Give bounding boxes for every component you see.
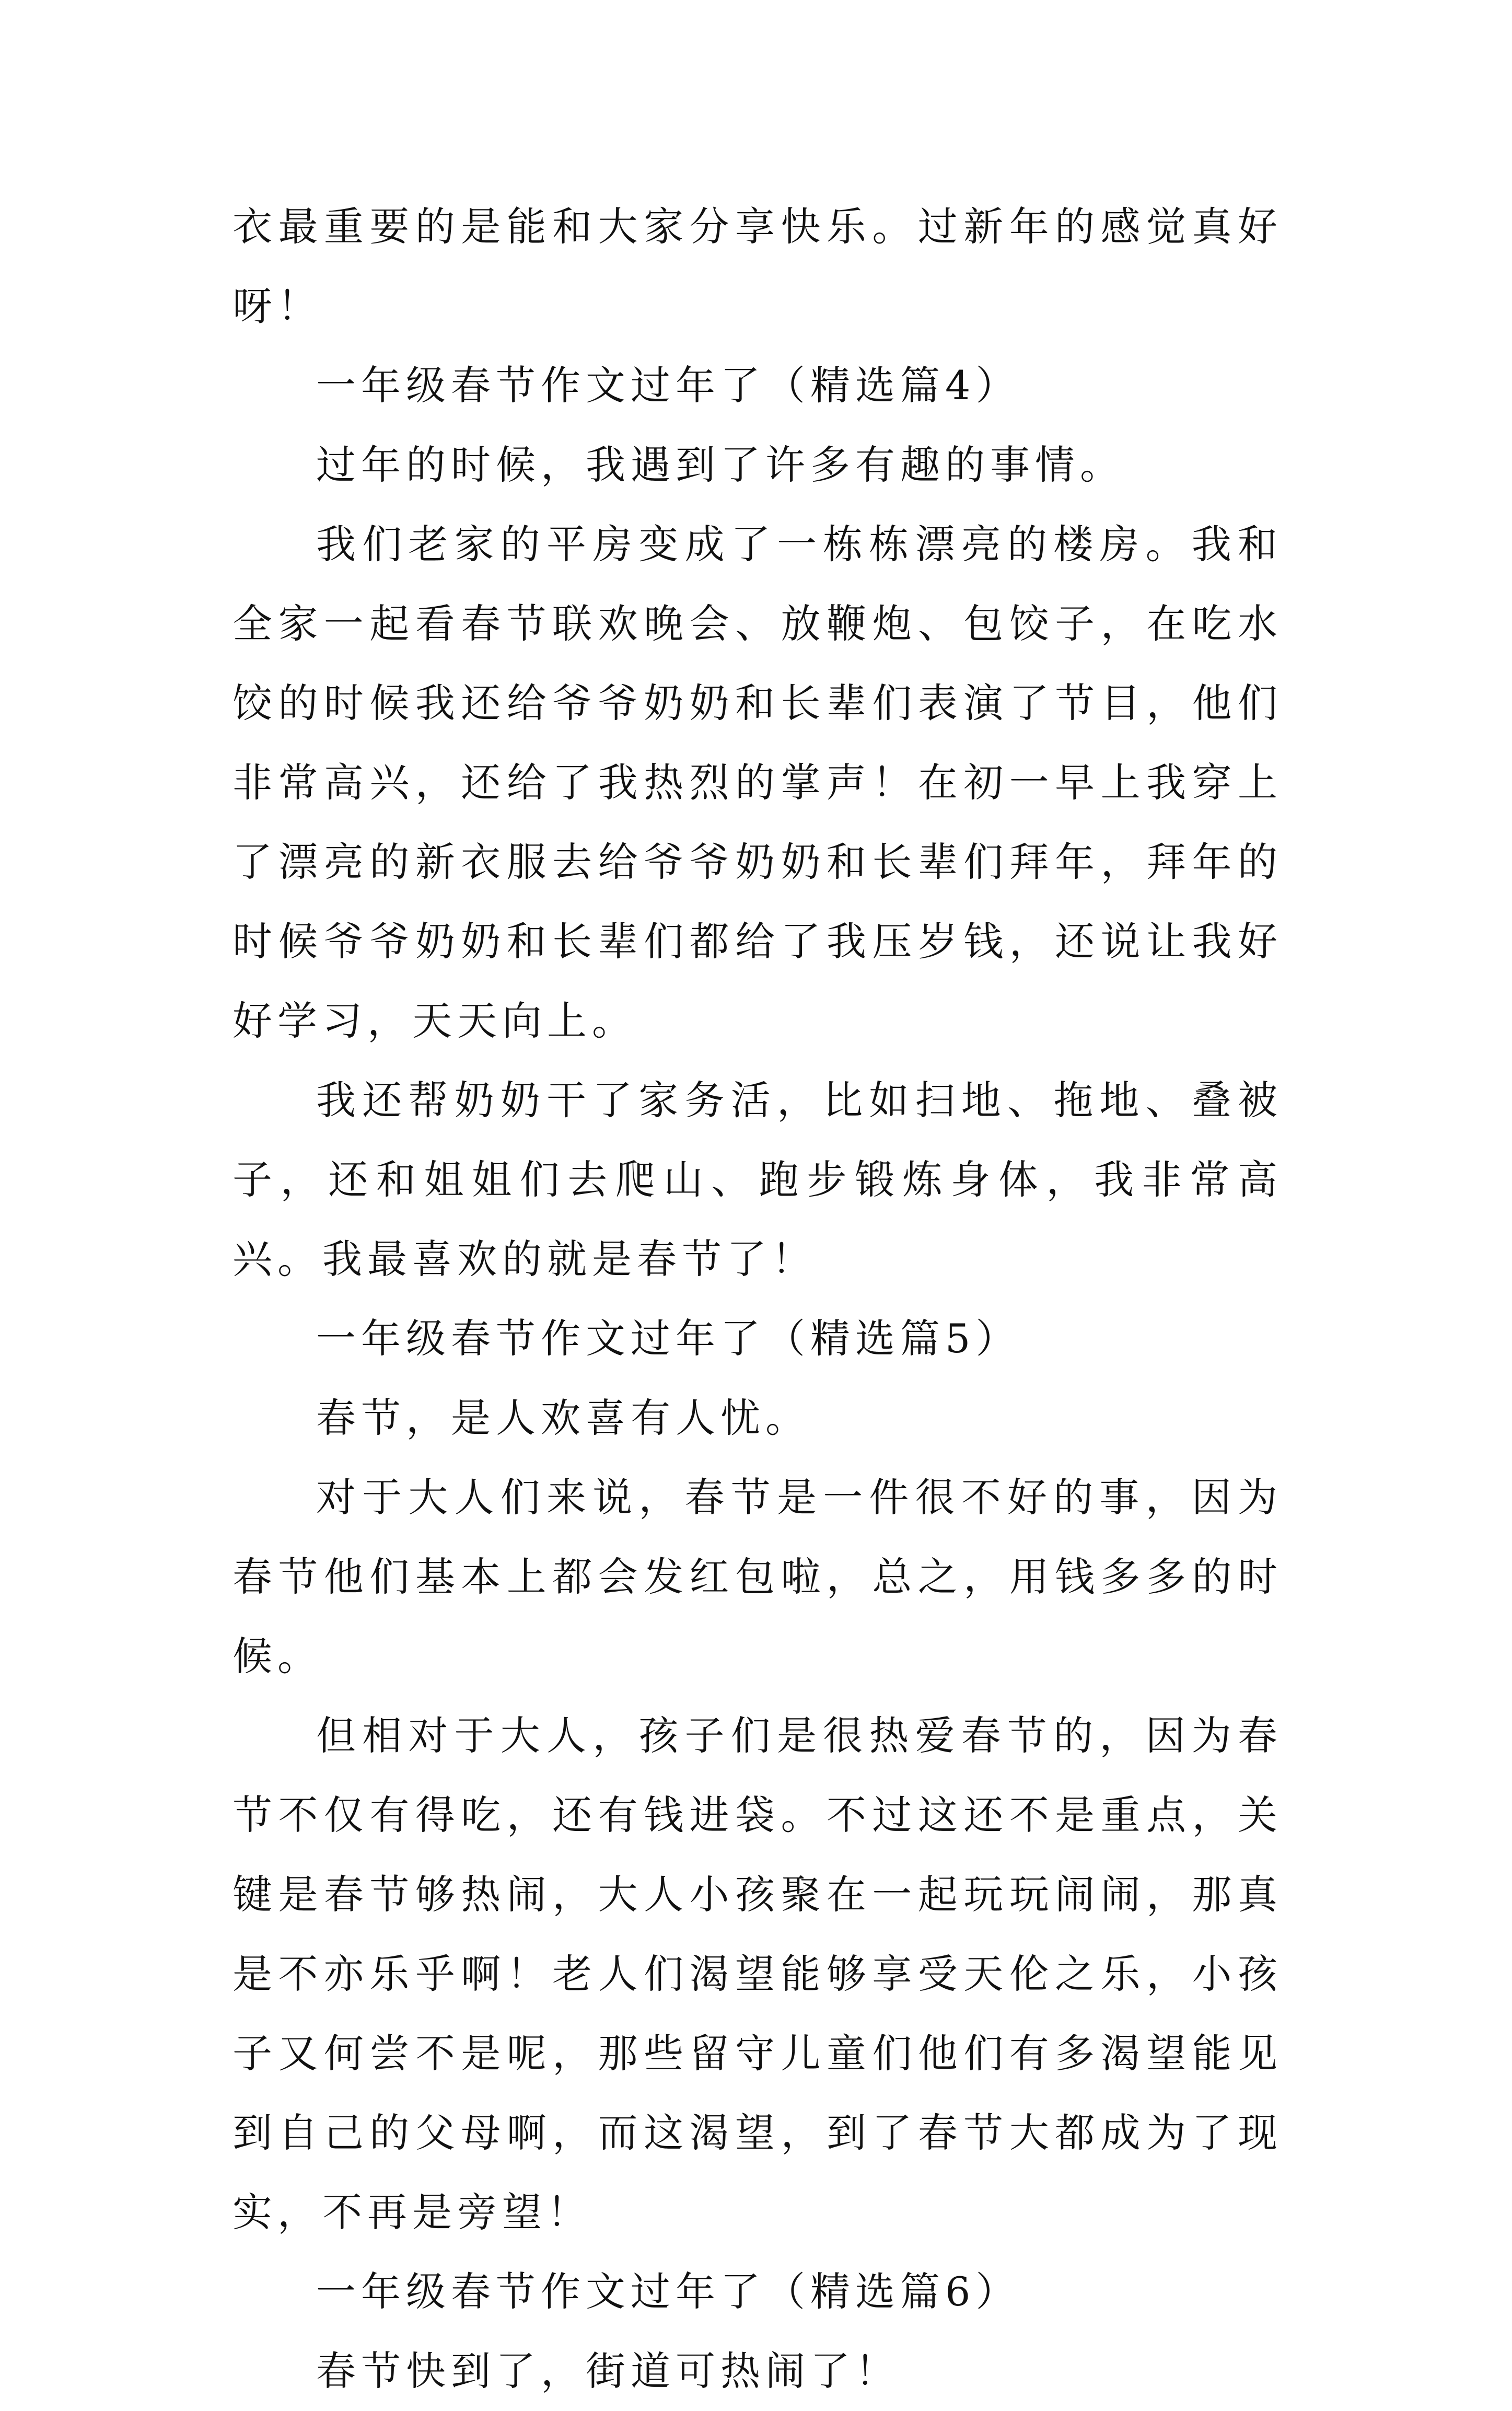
paragraph-continuation: 衣最重要的是能和大家分享快乐。过新年的感觉真好呀！ bbox=[232, 203, 1283, 329]
document-body bbox=[232, 187, 1283, 2411]
paragraph: 春节，是人欢喜有人忧。 bbox=[316, 1395, 810, 1441]
paragraph: 我还帮奶奶干了家务活，比如扫地、拖地、叠被子，还和姐姐们去爬山、跑步锻炼身体，我非常高兴。我最喜欢的就是春节了！ bbox=[232, 1077, 1283, 1282]
paragraph: 但相对于大人，孩子们是很热爱春节的，因为春节不仅有得吃，还有钱进袋。不过这还不是重点，关键是春节够热闹，大人小孩聚在一起玩玩闹闹，那真是不亦乐乎啊！老人们渴望能够享受天伦之乐，小孩子又何尝不是呢，那些留守儿童们他们有多渴望能见到自己的父母啊，而这渴望，到了春节大都成为了现实，不再是旁望！ bbox=[232, 1712, 1283, 2235]
section-heading-6: 一年级春节作文过年了（精选篇6） bbox=[316, 2268, 1021, 2315]
paragraph: 过年的时候，我遇到了许多有趣的事情。 bbox=[316, 442, 1125, 488]
paragraph: 春节快到了，街道可热闹了！ bbox=[316, 2348, 900, 2394]
paragraph: 对于大人们来说，春节是一件很不好的事，因为春节他们基本上都会发红包啦，总之，用钱多多的时候。 bbox=[232, 1474, 1283, 1679]
section-heading-4: 一年级春节作文过年了（精选篇4） bbox=[316, 362, 1021, 409]
paragraph: 我们老家的平房变成了一栋栋漂亮的楼房。我和全家一起看春节联欢晚会、放鞭炮、包饺子，在吃水饺的时候我还给爷爷奶奶和长辈们表演了节目，他们非常高兴，还给了我热烈的掌声！在初一早上我穿上了漂亮的新衣服去给爷爷奶奶和长辈们拜年，拜年的时候爷爷奶奶和长辈们都给了我压岁钱，还说让我好好学习，天天向上。 bbox=[232, 521, 1283, 1044]
section-heading-5: 一年级春节作文过年了（精选篇5） bbox=[316, 1315, 1021, 1362]
